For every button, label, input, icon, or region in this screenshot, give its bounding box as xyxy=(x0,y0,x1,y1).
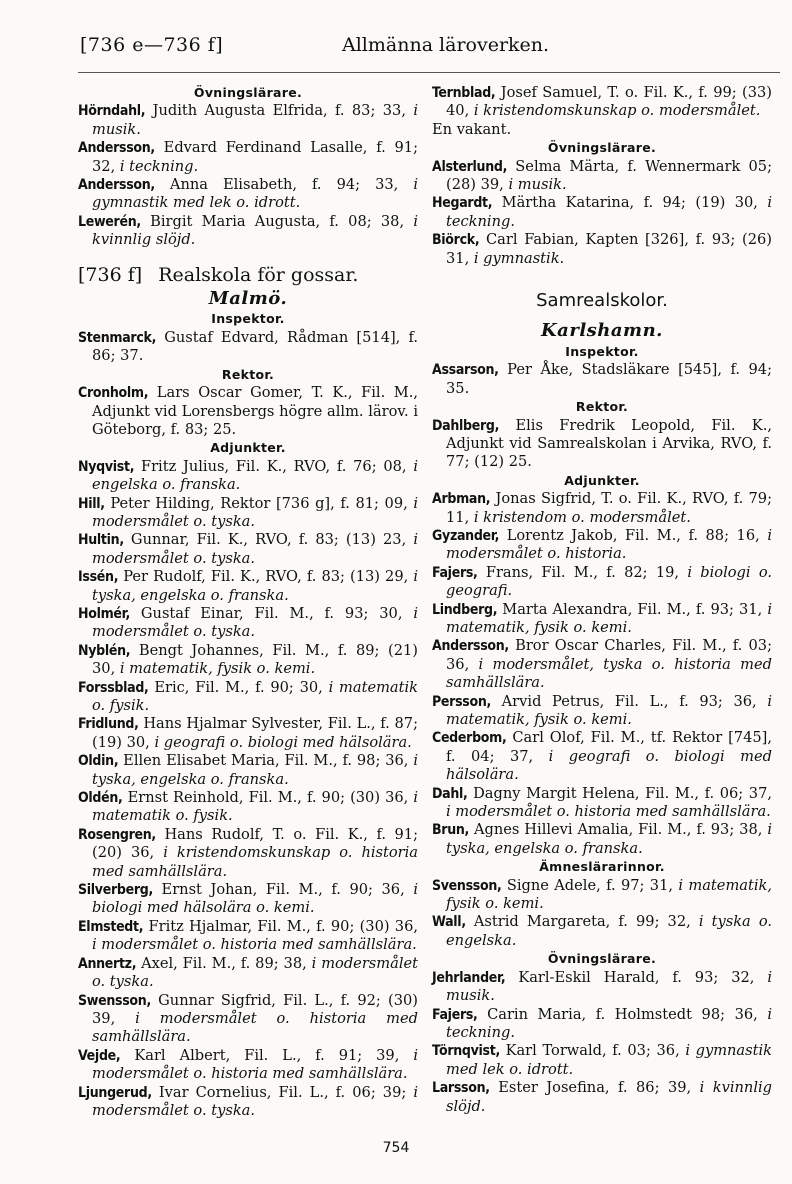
staff-entry xyxy=(432,693,772,730)
city-heading: Karlshamn. xyxy=(541,320,663,342)
staff-name: Nyqvist, xyxy=(78,458,135,475)
staff-entry xyxy=(432,1006,772,1043)
heading-adjunkter: Adjunkter. xyxy=(564,472,640,488)
staff-entry xyxy=(78,992,418,1047)
staff-entry xyxy=(432,417,772,472)
staff-subjects: i matematik o. fysik. xyxy=(92,789,418,825)
staff-subjects: i matematik, fysik o. kemi. xyxy=(119,660,316,678)
staff-details: Selma Märta, f. Wennermark 05; (28) 39, xyxy=(446,157,772,194)
staff-entry xyxy=(78,715,418,752)
staff-details: Gustaf Edvard, Rådman [514], f. 86; 37. xyxy=(92,328,418,365)
staff-entry xyxy=(78,826,418,881)
staff-name: Hegardt, xyxy=(432,195,493,212)
staff-details: Eric, Fil. M., f. 90; 30, xyxy=(148,678,329,696)
header-rule xyxy=(78,72,780,73)
staff-subjects: i kvinnlig slöjd. xyxy=(92,212,418,249)
staff-entry xyxy=(78,213,418,250)
staff-details: Fritz Hjalmar, Fil. M., f. 90; (30) 36, xyxy=(143,917,418,935)
staff-name: Svensson, xyxy=(432,877,502,894)
entry-list xyxy=(432,84,772,121)
entry-list xyxy=(432,417,772,472)
entry-list xyxy=(78,102,418,249)
staff-entry xyxy=(78,531,418,568)
staff-name: Ljungerud, xyxy=(78,1084,152,1101)
staff-subjects: i geografi o. biologi med hälsolära. xyxy=(446,747,772,784)
heading-rektor: Rektor. xyxy=(221,366,275,382)
staff-name: Annertz, xyxy=(78,955,137,972)
staff-subjects: i biologi o. geografi. xyxy=(446,563,773,600)
right-column xyxy=(432,84,772,1116)
staff-entry xyxy=(432,637,772,692)
staff-subjects: i modersmålet o. tyska. xyxy=(92,954,418,991)
entry-list xyxy=(432,969,772,1116)
staff-entry xyxy=(432,490,772,527)
staff-entry xyxy=(432,729,772,784)
staff-details: Per Rudolf, Fil. K., RVO, f. 83; (13) 29, xyxy=(118,568,414,586)
staff-name: Hultin, xyxy=(78,532,124,549)
staff-name: Jehrlander, xyxy=(432,969,506,986)
staff-details: Hans Rudolf, T. o. Fil. K., f. 91; (20) 36, xyxy=(92,825,418,862)
heading-inspektor: Inspektor. xyxy=(565,343,639,359)
staff-details: Anna Elisabeth, f. 94; 33, xyxy=(154,176,414,194)
staff-name: Persson, xyxy=(432,693,491,710)
staff-entry xyxy=(78,881,418,918)
staff-name: Assarson, xyxy=(432,362,499,379)
staff-subjects: i gymnastik med lek o. idrott. xyxy=(92,176,418,212)
heading-ovningslarare: Övningslärare. xyxy=(547,951,657,967)
staff-subjects: i modersmålet o. historia med samhällslära. xyxy=(446,803,771,821)
staff-entry xyxy=(78,789,418,826)
staff-subjects: i biologi med hälsolära o. kemi. xyxy=(92,881,418,917)
staff-name: Cronholm, xyxy=(78,385,149,402)
header-range: [736 e—736 f] xyxy=(80,34,224,56)
staff-name: Rosengren, xyxy=(78,826,156,843)
staff-subjects: i teckning. xyxy=(446,194,772,230)
staff-subjects: i engelska o. franska. xyxy=(92,457,418,494)
staff-name: Nyblén, xyxy=(78,642,131,659)
header-title: Allmänna läroverken. xyxy=(342,34,550,56)
staff-name: Lewerén, xyxy=(78,213,141,230)
staff-details: Josef Samuel, T. o. Fil. K., f. 99; (33) 40, xyxy=(446,84,772,120)
staff-name: Hörndahl, xyxy=(78,103,146,120)
entry-list xyxy=(78,329,418,366)
section-heading xyxy=(78,263,418,286)
staff-entry xyxy=(432,601,772,638)
staff-name: Brun, xyxy=(432,822,470,839)
staff-entry xyxy=(78,139,418,176)
staff-subjects: i matematik, fysik o. kemi. xyxy=(446,692,772,728)
section-title: Realskola för gossar. xyxy=(158,263,359,286)
entry-list xyxy=(432,877,772,951)
staff-subjects: i teckning. xyxy=(119,157,199,175)
heading-ovningslarare: Övningslärare. xyxy=(547,140,657,156)
staff-name: Dahlberg, xyxy=(432,417,500,434)
staff-subjects: i musik. xyxy=(446,968,772,1005)
staff-entry xyxy=(432,1079,772,1116)
staff-entry xyxy=(432,527,772,564)
staff-details: Gunnar Sigfrid, Fil. L., f. 92; (30) 39, xyxy=(92,991,418,1027)
staff-entry xyxy=(432,361,772,398)
staff-name: Vejde, xyxy=(78,1047,121,1064)
staff-entry xyxy=(432,877,772,914)
staff-entry xyxy=(78,568,418,605)
staff-subjects: i modersmålet o. tyska. xyxy=(92,494,418,530)
staff-name: Dahl, xyxy=(432,785,468,802)
staff-name: Oldén, xyxy=(78,790,123,807)
heading-adjunkter: Adjunkter. xyxy=(210,440,286,456)
staff-name: Issén, xyxy=(78,569,119,586)
staff-subjects: i matematik, fysik o. kemi. xyxy=(446,600,772,636)
staff-entry xyxy=(432,84,772,121)
staff-details: Hans Hjalmar Sylvester, Fil. L., f. 87; (19) 30, xyxy=(92,715,418,751)
staff-details: Karl-Eskil Harald, f. 93; 32, xyxy=(505,968,768,986)
section-code: [736 f] xyxy=(78,263,143,286)
staff-subjects: i geografi o. biologi med hälsolära. xyxy=(154,733,412,751)
staff-details: Lorentz Jakob, Fil. M., f. 88; 16, xyxy=(499,526,768,544)
staff-subjects: i tyska, engelska o. franska. xyxy=(92,752,418,788)
staff-subjects: i modersmålet o. tyska. xyxy=(92,531,418,567)
staff-name: Andersson, xyxy=(78,177,155,194)
staff-name: Arbman, xyxy=(432,491,491,508)
staff-name: Swensson, xyxy=(78,992,151,1009)
staff-details: Ester Josefina, f. 86; 39, xyxy=(489,1079,700,1097)
staff-name: Törnqvist, xyxy=(432,1043,500,1060)
staff-details: Ernst Reinhold, Fil. M., f. 90; (30) 36, xyxy=(122,789,414,807)
staff-name: Forssblad, xyxy=(78,679,149,696)
staff-name: Larsson, xyxy=(432,1080,490,1097)
staff-details: Carl Fabian, Kapten [326], f. 93; (26) 31, xyxy=(446,231,772,267)
staff-details: Per Åke, Stadsläkare [545], f. 94; 35. xyxy=(446,361,772,397)
staff-entry xyxy=(432,969,772,1006)
staff-subjects: i tyska, engelska o. franska. xyxy=(92,568,418,604)
staff-name: Wall, xyxy=(432,914,466,931)
staff-entry xyxy=(432,785,772,822)
staff-subjects: i tyska o. engelska. xyxy=(446,913,772,949)
staff-details: Signe Adele, f. 97; 31, xyxy=(501,876,679,894)
page-number: 754 xyxy=(382,1140,410,1156)
staff-entry xyxy=(432,158,772,195)
staff-details: Lars Oscar Gomer, T. K., Fil. M., Adjunkt vid Lorensbergs högre allm. lärov. i Göteborg, f. 83; 25. xyxy=(92,384,418,438)
staff-name: Andersson, xyxy=(78,140,155,157)
staff-details: Peter Hilding, Rektor [736 g], f. 81; 09, xyxy=(104,494,414,512)
heading-amneslararinnor: Ämneslärarinnor. xyxy=(539,859,665,875)
entry-list xyxy=(432,490,772,858)
staff-entry xyxy=(432,194,772,231)
staff-subjects: i musik. xyxy=(92,102,418,138)
staff-entry xyxy=(78,384,418,439)
staff-name: Fajers, xyxy=(432,564,478,581)
staff-name: Andersson, xyxy=(432,638,509,655)
staff-subjects: i kristendomskunskap o. historia med samhällslära. xyxy=(92,844,418,880)
staff-details: Dagny Margit Helena, Fil. M., f. 06; 37, xyxy=(467,784,772,802)
staff-subjects: i modersmålet o. historia. xyxy=(446,526,772,563)
staff-details: Karl Torwald, f. 03; 36, xyxy=(499,1042,686,1060)
staff-entry xyxy=(432,1042,772,1079)
staff-entry xyxy=(78,329,418,366)
staff-subjects: i modersmålet o. historia med samhällslära. xyxy=(92,1009,418,1046)
staff-name: Fajers, xyxy=(432,1006,478,1023)
staff-subjects: i modersmålet o. historia med samhällslära. xyxy=(92,936,417,954)
staff-details: Carin Maria, f. Holmstedt 98; 36, xyxy=(477,1005,768,1023)
staff-entry xyxy=(78,918,418,955)
staff-name: Cederbom, xyxy=(432,730,507,747)
entry-list xyxy=(78,384,418,439)
staff-details: Birgit Maria Augusta, f. 08; 38, xyxy=(140,212,414,230)
staff-subjects: i kristendomskunskap o. modersmålet. xyxy=(473,102,761,120)
staff-details: Judith Augusta Elfrida, f. 83; 33, xyxy=(145,102,414,120)
staff-details: Ernst Johan, Fil. M., f. 90; 36, xyxy=(152,881,414,899)
staff-details: Frans, Fil. M., f. 82; 19, xyxy=(477,563,688,581)
staff-entry xyxy=(78,1084,418,1121)
staff-subjects: i kvinnlig slöjd. xyxy=(446,1079,772,1115)
staff-details: Marta Alexandra, Fil. M., f. 93; 31, xyxy=(497,600,768,618)
staff-name: Silverberg, xyxy=(78,882,153,899)
staff-subjects: i matematik o. fysik. xyxy=(92,678,419,714)
staff-subjects: i gymnastik med lek o. idrott. xyxy=(446,1042,772,1078)
staff-entry xyxy=(78,1047,418,1084)
staff-name: Hill, xyxy=(78,495,105,512)
heading-rektor: Rektor. xyxy=(575,399,629,415)
section-heading-samrealskolor: Samrealskolor. xyxy=(536,290,668,312)
staff-entry xyxy=(78,955,418,992)
staff-entry xyxy=(78,102,418,139)
running-header xyxy=(80,34,780,64)
staff-entry xyxy=(78,176,418,213)
staff-subjects: i musik. xyxy=(508,176,567,194)
entry-list xyxy=(432,158,772,268)
staff-details: Gunnar, Fil. K., RVO, f. 83; (13) 23, xyxy=(123,531,414,549)
staff-subjects: i modersmålet o. tyska. xyxy=(92,604,418,641)
left-column xyxy=(78,84,418,1120)
staff-entry xyxy=(432,913,772,950)
staff-name: Oldin, xyxy=(78,753,119,770)
staff-details: Bengt Johannes, Fil. M., f. 89; (21) 30, xyxy=(92,641,418,678)
staff-details: Astrid Margareta, f. 99; 32, xyxy=(465,913,699,931)
staff-subjects: i teckning. xyxy=(446,1005,772,1041)
staff-details: Märtha Katarina, f. 94; (19) 30, xyxy=(492,194,768,212)
staff-entry xyxy=(78,458,418,495)
staff-details: Elis Fredrik Leopold, Fil. K., Adjunkt vid Samrealskolan i Arvika, RVO, f. 77; (12) 25. xyxy=(446,416,772,471)
staff-name: Ternblad, xyxy=(432,85,496,101)
staff-details: Ivar Cornelius, Fil. L., f. 06; 39; xyxy=(151,1083,414,1101)
staff-details: Axel, Fil. M., f. 89; 38, xyxy=(136,954,312,972)
heading-inspektor: Inspektor. xyxy=(211,311,285,327)
staff-subjects: i matematik, fysik o. kemi. xyxy=(446,876,772,913)
staff-subjects: i tyska, engelska o. franska. xyxy=(446,821,772,857)
staff-entry xyxy=(78,605,418,642)
staff-entry xyxy=(78,752,418,789)
staff-name: Stenmarck, xyxy=(78,329,157,346)
staff-name: Gyzander, xyxy=(432,527,500,544)
staff-details: Carl Olof, Fil. M., tf. Rektor [745], f. 04; 37, xyxy=(446,729,772,765)
staff-subjects: i modersmålet o. historia med samhällslära. xyxy=(92,1046,418,1083)
staff-subjects: i kristendom o. modersmålet. xyxy=(473,508,691,526)
staff-entry xyxy=(432,231,772,268)
staff-name: Fridlund, xyxy=(78,716,139,733)
entry-list xyxy=(432,361,772,398)
staff-name: Elmstedt, xyxy=(78,918,144,935)
staff-entry xyxy=(78,679,418,716)
staff-details: Jonas Sigfrid, T. o. Fil. K., RVO, f. 79; 11, xyxy=(446,490,772,526)
staff-entry xyxy=(78,642,418,679)
staff-name: Lindberg, xyxy=(432,601,498,618)
staff-details: Ellen Elisabet Maria, Fil. M., f. 98; 36, xyxy=(118,752,414,770)
entry-list xyxy=(78,458,418,1121)
staff-details: Arvid Petrus, Fil. L., f. 93; 36, xyxy=(491,692,768,710)
staff-name: Alsterlund, xyxy=(432,158,508,175)
heading-ovningslarare: Övningslärare. xyxy=(193,85,303,100)
staff-entry xyxy=(432,564,772,601)
staff-details: Karl Albert, Fil. L., f. 91; 39, xyxy=(120,1046,414,1064)
vacancy-note: En vakant. xyxy=(432,120,512,138)
staff-subjects: i modersmålet, tyska o. historia med samhällslära. xyxy=(446,655,772,692)
staff-details: Edvard Ferdinand Lasalle, f. 91; 32, xyxy=(92,139,418,175)
staff-name: Biörck, xyxy=(432,232,480,249)
city-heading: Malmö. xyxy=(208,288,288,310)
staff-details: Fritz Julius, Fil. K., RVO, f. 76; 08, xyxy=(134,457,414,475)
staff-details: Agnes Hillevi Amalia, Fil. M., f. 93; 38, xyxy=(469,821,768,839)
staff-entry xyxy=(432,821,772,858)
staff-subjects: i modersmålet o. tyska. xyxy=(92,1083,418,1119)
staff-details: Gustaf Einar, Fil. M., f. 93; 30, xyxy=(130,604,414,622)
staff-name: Holmér, xyxy=(78,605,131,622)
staff-entry xyxy=(78,495,418,532)
staff-details: Bror Oscar Charles, Fil. M., f. 03; 36, xyxy=(446,637,772,673)
staff-subjects: i gymnastik. xyxy=(473,249,565,267)
